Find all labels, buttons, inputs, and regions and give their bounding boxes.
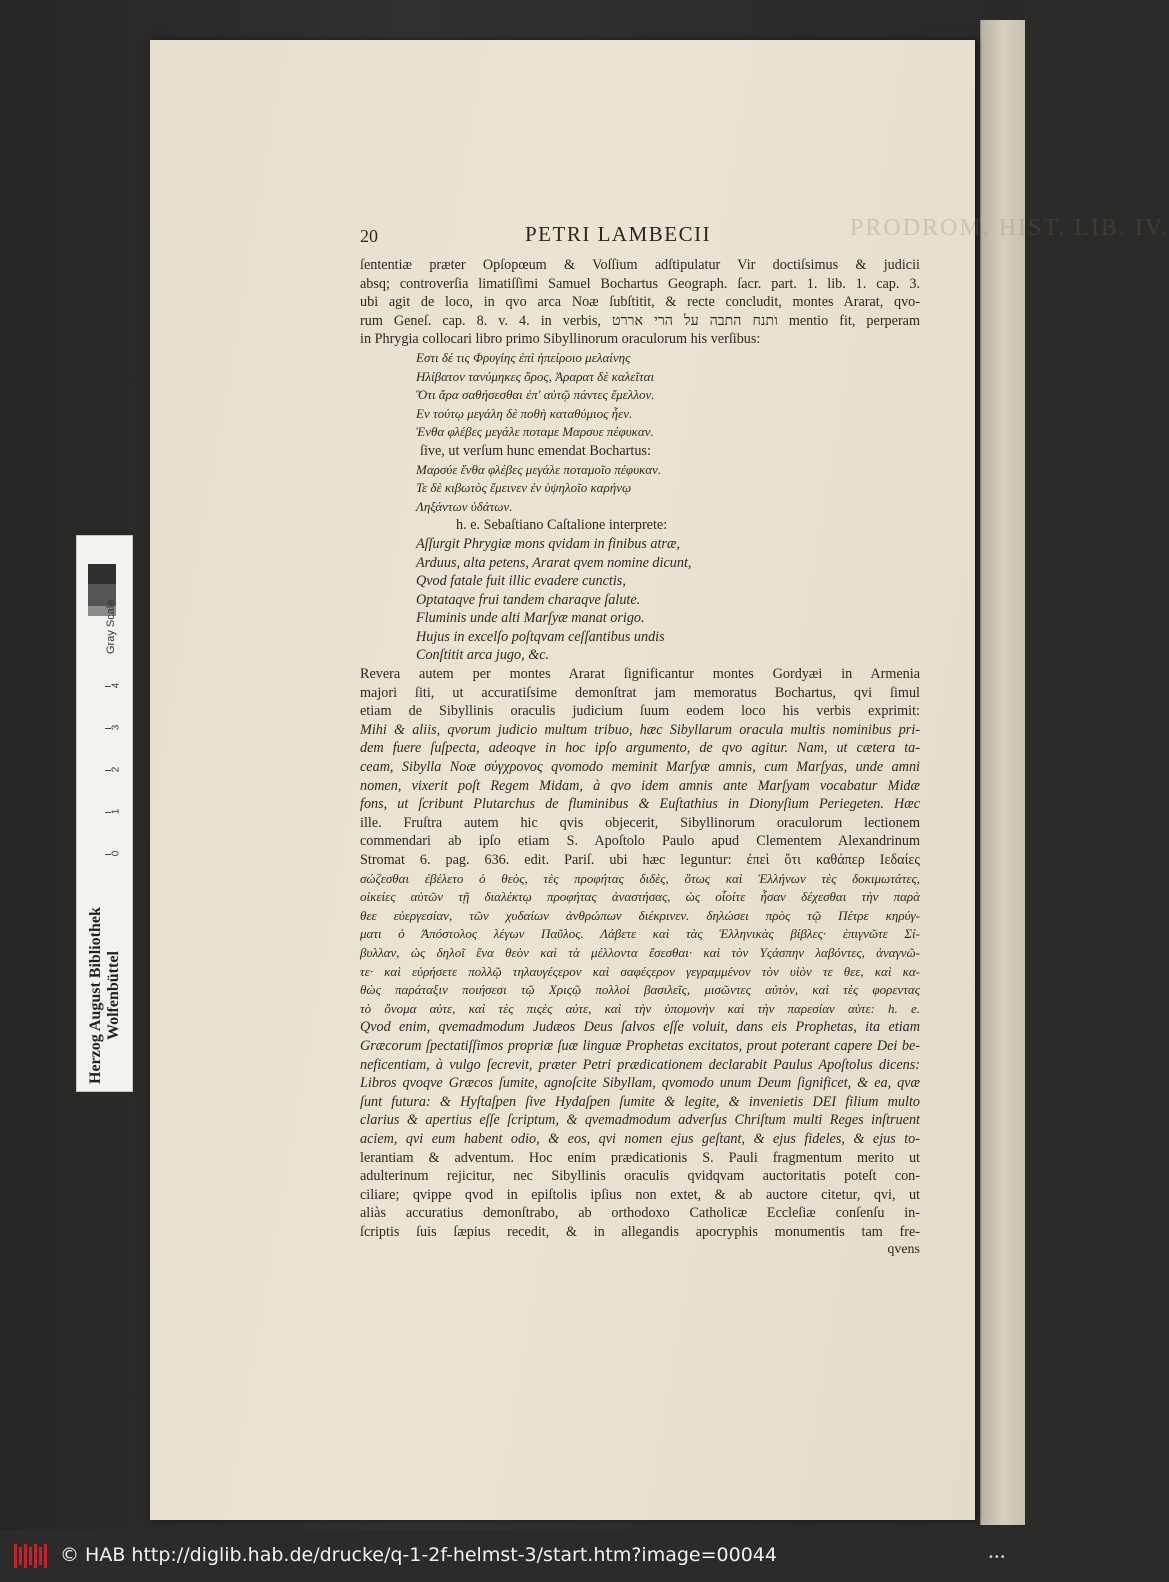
text-line: Hujus in excelſo poſtqvam ceſſantibus undis (416, 628, 665, 645)
gray-scale-label: Gray Scale (105, 599, 117, 654)
text-line: σώζεσθαι ἐβέλετο ὁ θεὸς, τὲς προφήτας διδὲς, ὅτως καὶ Ἑλλήνων τὲς δοκιμωτάτες, (360, 870, 920, 886)
color-scale-bar (76, 535, 133, 1092)
text-line: Fluminis unde alti Marſyæ manat origo. (416, 610, 645, 627)
running-title: PETRI LAMBECII (525, 222, 712, 246)
text-line: Græcorum ſpectatiſſimos propriæ ſuæ linguæ Prophetas excitatos, prout poterant capere Dei be- (360, 1037, 920, 1054)
text-line: Ληξάντων ὑδάτων. (416, 498, 513, 514)
text-line: ciliare; qvippe qvod in epiſtolis ipſius non extet, & ab auctore citetur, qvi, ut (360, 1186, 920, 1203)
text-line: commendari ab ipſo etiam S. Apoſtolo Paulo apud Clementem Alexandrinum (360, 833, 920, 850)
text-line: Τε δὲ κιβωτὸς ἔμεινεν ἐν ὑψηλοῖο καρήνῳ (416, 480, 632, 496)
show-through-heading: PRODROM. HIST. LIB. IV. (850, 215, 1169, 241)
text-line: ſunt futura: & Hyſtaſpen ſive Hydaſpen ſumite & legite, & invenietis DEI filium multo (360, 1093, 920, 1110)
adjacent-page-edge (980, 20, 1025, 1525)
ruler-number: 3 (110, 724, 122, 731)
text-line: clarius & apertius eſſe ſcriptum, & qvemadmodum adverſus Chriſtum multi Reges inſtruent (360, 1112, 920, 1129)
text-line: βυλλαν, ὡς δηλοῖ ἕνα θεὸν καὶ τὰ μέλλοντα ἔσεσθαι· καὶ τὸν Υςάσπην λαβόντες, ἀναγνῶ- (360, 944, 920, 960)
text-line: Aſſurgit Phrygiæ mons qvidam in finibus atræ, (416, 535, 680, 552)
catchword: qvens (887, 1242, 920, 1258)
text-line: aliàs accuratius demonſtrabo, ab orthodoxo Catholicæ Eccleſiæ conſenſu in- (360, 1205, 920, 1222)
text-line: ματι ὁ Ἀπόστολος λέγων Παῦλος. Λάβετε καὶ τὰς Ἑλληνικὰς βίβλες· ἐπιγνῶτε Σί- (360, 926, 920, 942)
text-line: ſive, ut verſum hunc emendat Bochartus: (420, 442, 651, 459)
institution-label (87, 907, 123, 1084)
text-line: ceam, Sibylla Noæ σύγχρονος qvomodo meminit Marſyæ amnis, cum Marſyas, unde amni (360, 759, 920, 776)
text-line: Εν τούτῳ μεγάλη δὲ ποθὴ καταθύμιος ἦεν. (416, 405, 633, 421)
text-line: Arduus, alta petens, Ararat qvem nomine dicunt, (416, 554, 692, 571)
text-line: lerantiam & adventum. Hoc enim prædicationis S. Pauli fragmentum merito ut (360, 1149, 920, 1166)
institution-line-2: Wolfenbüttel (105, 951, 122, 1040)
text-line: majori ſiti, ut accuratiſsime demonſtrat jam memoratus Bochartus, qvi ſimul (360, 684, 920, 701)
text-line: Qvod enim, qvemadmodum Judæos Deus ſalvos eſſe voluit, dans eis Prophetas, ita etiam (360, 1019, 920, 1036)
text-line: ille. Fruſtra autem hic qvis objecerit, Sibyllinorum oraculorum lectionem (360, 814, 920, 831)
text-line: Μαρσύε ἔνθα φλέβες μεγάλε ποταμοῖο πέφυκαν. (416, 461, 662, 477)
text-line: rum Geneſ. cap. 8. v. 4. in verbis, ותנח התבה על הרי אררט mentio fit, perperam (360, 312, 920, 329)
text-line: Mihi & aliis, qvorum judicio multum tribuo, hæc Sibyllarum oracula multis nominibus pri- (360, 721, 920, 738)
text-line: ſententiæ præter Opſopœum & Voſſium adſtipulatur Vir doctiſsimus & judicii (360, 257, 920, 273)
text-line: Stromat 6. pag. 636. edit. Pariſ. ubi hæc leguntur: ἐπεὶ ὅτι καθάπερ Ιεδαίες (360, 852, 920, 868)
text-line: ſcriptis ſuis ſæpius recedit, & in allegandis apocryphis monumentis tam fre- (360, 1223, 920, 1240)
body-text (360, 256, 920, 1259)
text-line: h. e. Sebaſtiano Caſtalione interprete: (456, 517, 668, 534)
footer-bar (0, 1530, 1024, 1582)
ruler-number: 0 (110, 850, 122, 857)
text-line: in Phrygia collocari libro primo Sibyllinorum oraculorum his verſibus: (360, 331, 761, 348)
text-line: οἰκείες αὐτῶν τῇ διαλέκτῳ προφήτας ἀναστήσας, ὡς οἷοίτε ἦσαν δέχεσθαι τὴν παρὰ (360, 889, 920, 905)
text-line: aciem, qvi eum habent odio, & eos, qvi nomen ejus geſtant, & ejus fideles, & ejus to- (360, 1130, 920, 1147)
ruler-number: 2 (110, 766, 122, 773)
text-line: τε· καὶ εὑρήσετε πολλῷ τηλαυγέςερον καὶ σαφέςερον γεγραμμένον τὸν υἱὸν τε θεε, καὶ κα- (360, 963, 920, 979)
running-head (360, 222, 920, 252)
text-line: etiam de Sibyllinis oraculis judicium ſuum eodem loco his verbis exprimit: (360, 703, 920, 720)
text-line: absq; controverſia limatiſſimi Samuel Bochartus Geograph. ſacr. part. 1. lib. 1. cap. 3. (360, 275, 920, 292)
text-line: dem fuere ſuſpecta, adeoqve in hoc ipſo argumento, de qvo agitur. Nam, ut cætera ta- (360, 740, 920, 757)
text-line: θεε εὐεργεσίαν, τῶν χυδαίων ἀνθρώπων διέκρινεν. δηλώσει πρὸς τῷ Πέτρε κηρύγ- (360, 907, 920, 923)
text-line: ubi agit de loco, in qvo arca Noæ ſubſtitit, & recte concludit, montes Ararat, qvo- (360, 294, 920, 311)
text-line: Ὅτι ἄρα σαθήσεσθαι ἐπ' αὐτῷ πάντες ἔμελλον. (416, 387, 655, 403)
institution-line-1: Herzog August Bibliothek (87, 907, 104, 1084)
text-line: Optataqve frui tandem charaqve ſalute. (416, 591, 641, 608)
text-line: Conſtitit arca jugo, &c. (416, 647, 550, 664)
gray-patch-dark (88, 564, 116, 584)
hab-logo-icon (14, 1544, 48, 1568)
text-line: Εστι δέ τις Φρυγίης ἐπὶ ἠπείροιο μελαίνης (416, 349, 631, 365)
text-line: Revera autem per montes Ararat ſignificantur montes Gordyæi in Armenia (360, 666, 920, 683)
text-line: nomen, vixerit poſt Regem Midam, à qvo idem amnis ante Marſyam vocabatur Midæ (360, 777, 920, 794)
ruler-number: 1 (110, 808, 122, 815)
text-line: adulterinum rejicitur, nec Sibyllinis oraculis qvidqvam auctoritatis poteſt con- (360, 1168, 920, 1185)
text-line: fons, ut ſcribunt Plutarchus de fluminibus & Euſtathius in Dionyſium Periegeten. Hæc (360, 796, 920, 813)
text-line: τὸ ὄνομα αὐτε, καὶ τὲς πιςὲς αὐτε, καὶ τὴν ὑπομονὴν καὶ τὴν παρεσίαν αὐτε: h. e. (360, 1000, 920, 1016)
text-line: Ἐνθα φλέβες μεγάλε ποταμε Μαρσυε πέφυκαν. (416, 424, 654, 440)
text-line: Libros qvoqve Græcos ſumite, agnoſcite Sibyllam, qvomodo unum Deum ſignificet, & ea, qvæ (360, 1075, 920, 1092)
page-number: 20 (360, 226, 378, 246)
text-line: Ηλίβατον τανύμηκες ὄρος, Ἀραρατ δὲ καλεῖται (416, 368, 655, 384)
text-line: Qvod fatale fuit illic evadere cunctis, (416, 573, 626, 590)
text-line: θὼς παράταξιν ποιήσεσι τῷ Χριςῷ πολλοὶ βασιλεῖς, μισῶντες αὐτὸν, καὶ τὲς φορεντας (360, 982, 920, 998)
ruler (105, 682, 123, 876)
more-icon[interactable]: ••• (988, 1552, 1006, 1563)
ruler-number: 4 (110, 682, 122, 689)
footer-url[interactable]: © HAB http://diglib.hab.de/drucke/q-1-2f-helmst-3/start.htm?image=00044 (60, 1544, 777, 1566)
text-line: neficentiam, à vulgo ſecrevit, præter Petri prædicationem declarabit Paulus Apoſtolus dicens: (360, 1056, 920, 1073)
